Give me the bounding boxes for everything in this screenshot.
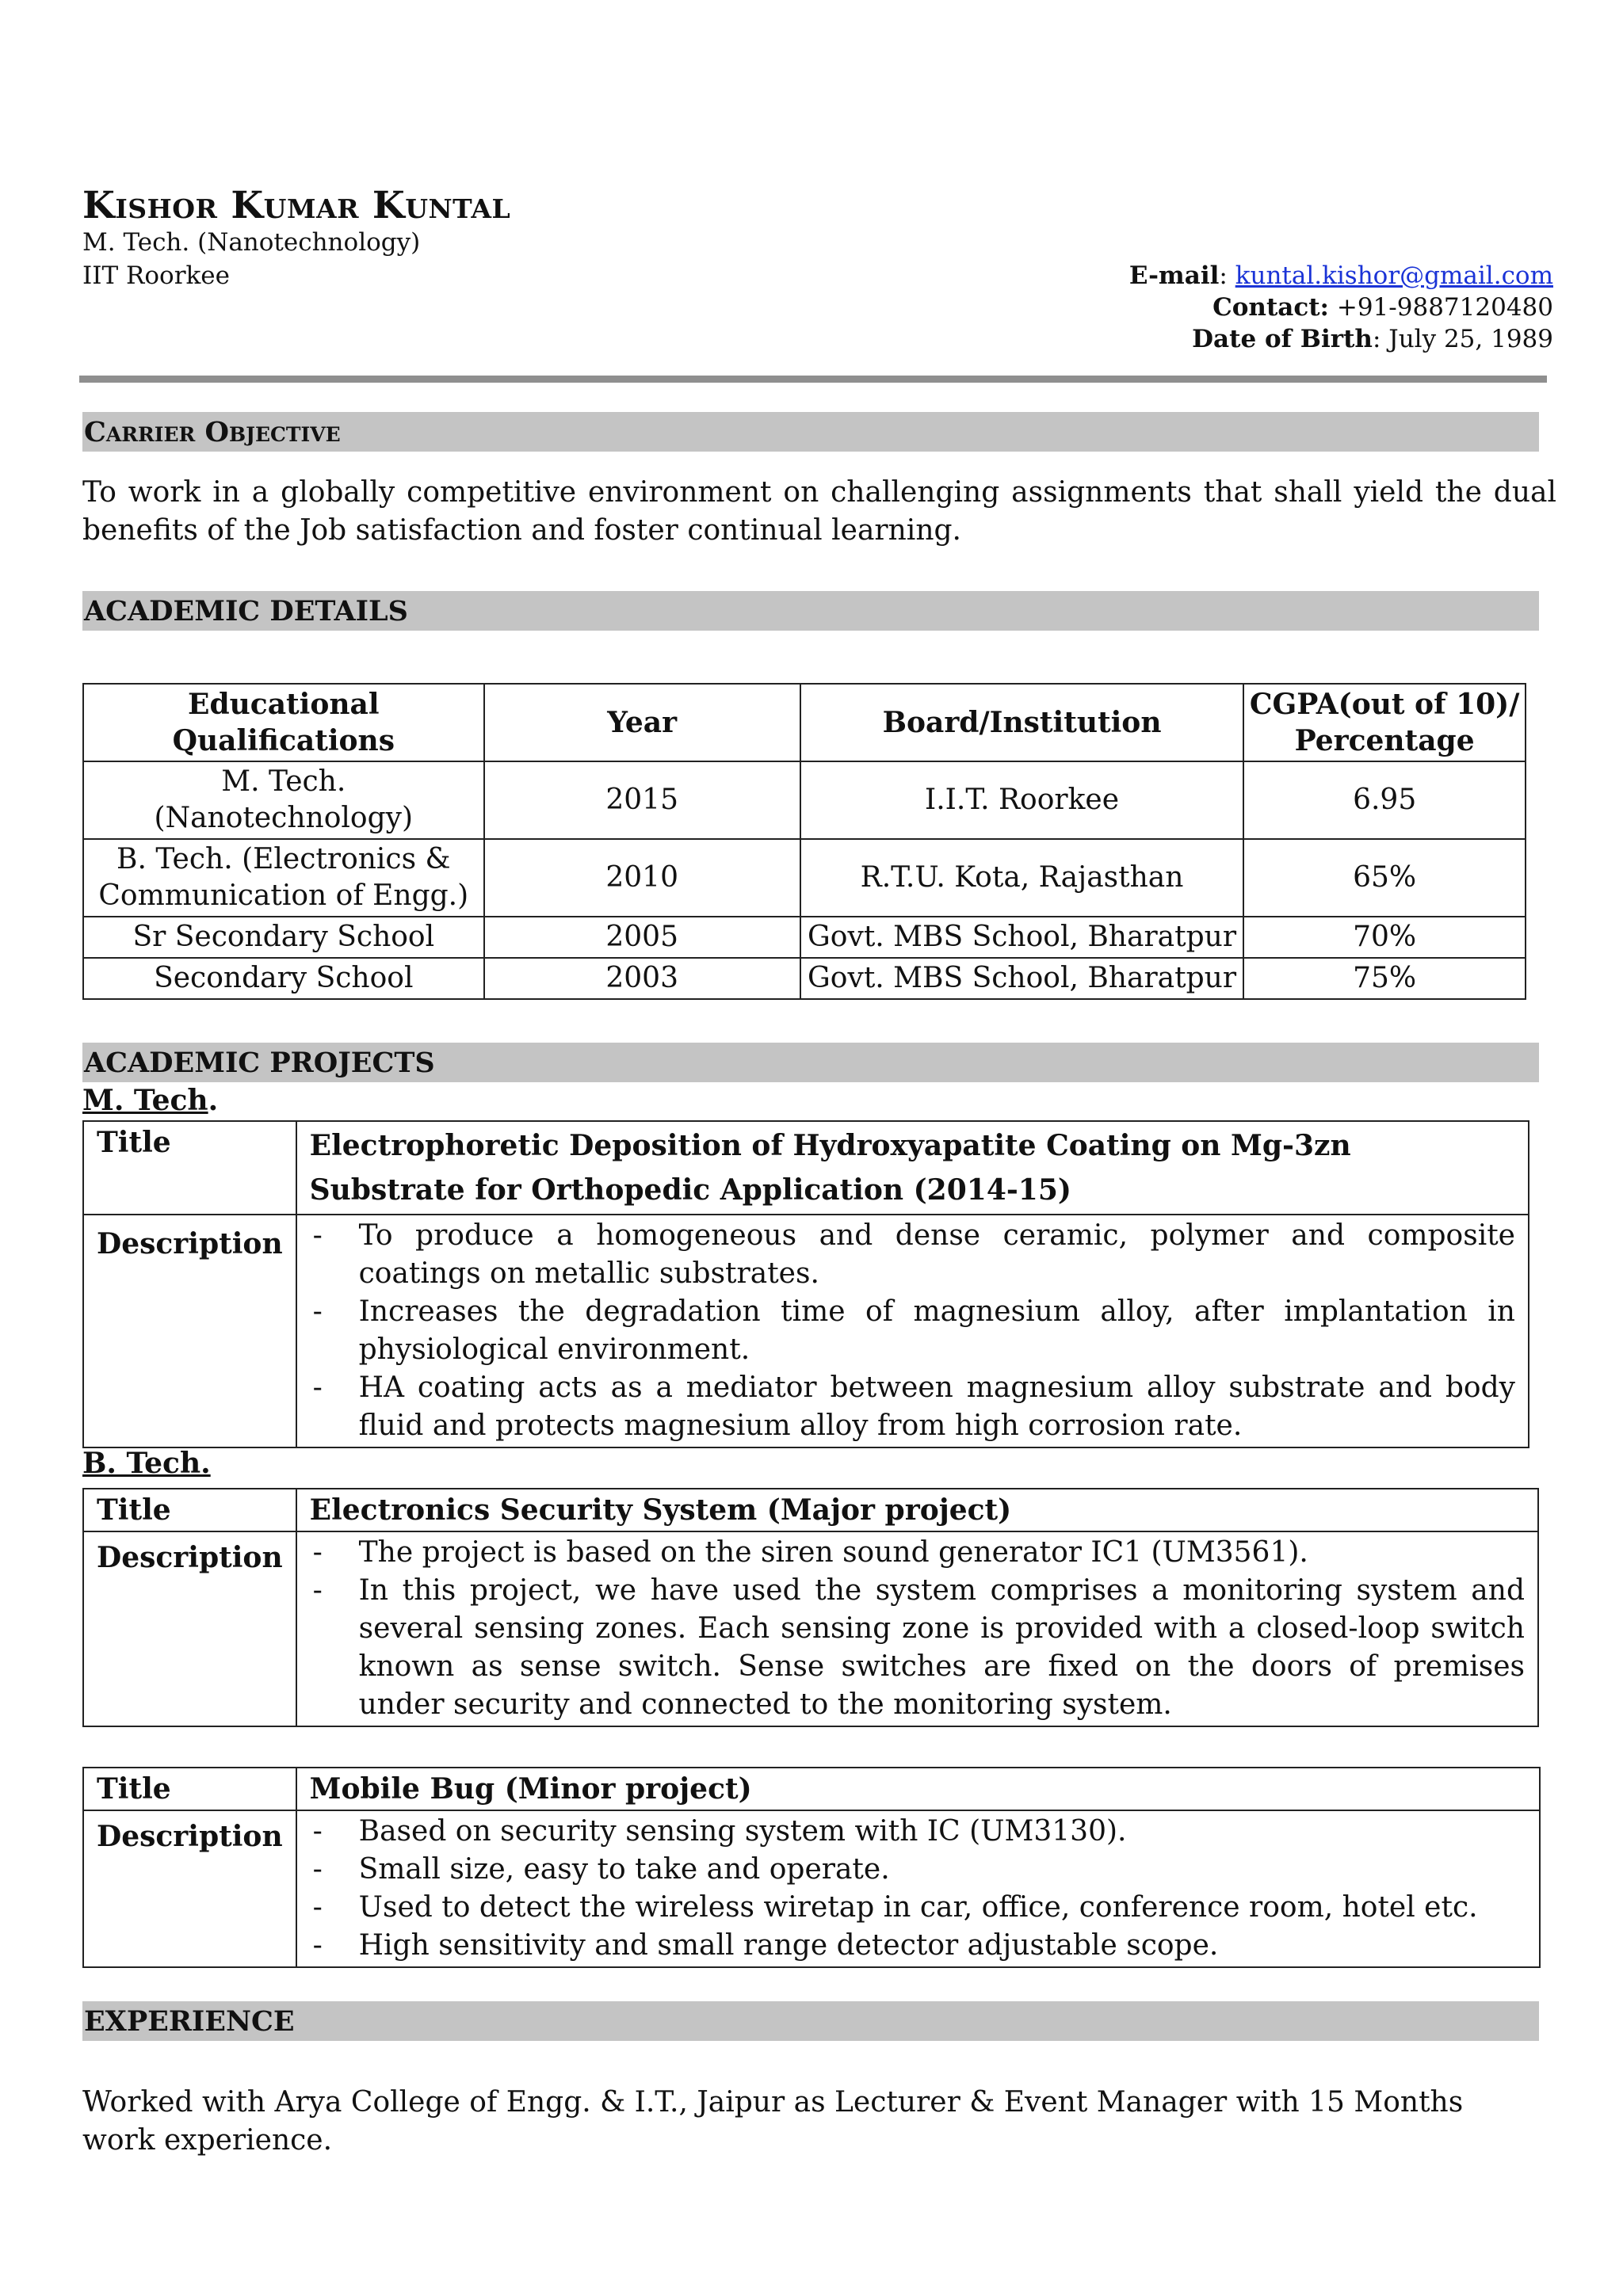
- title-label: Title: [83, 1768, 296, 1810]
- experience-text: Worked with Arya College of Engg. & I.T., Jaipur as Lecturer & Event Manager with 15 Months work experience.: [82, 2086, 1464, 2157]
- objective-text: To work in a globally competitive environment on challenging assignments that shall yield the dual benefits of the Job satisfaction and foster continual learning.: [82, 476, 1556, 547]
- col-score: CGPA(out of 10)/ Percentage: [1243, 684, 1526, 761]
- col-board: Board/Institution: [800, 684, 1243, 761]
- header-divider: [79, 376, 1547, 383]
- project-desc-row: [83, 1531, 1538, 1726]
- cell-score: 70%: [1243, 917, 1526, 958]
- btech-subheading: B. Tech.: [82, 1447, 211, 1480]
- list-item: - In this project, we have used the system comprises a monitoring system and several sensing zones. Each sensing zone is provided with a closed-loop switch known as sense switch. Sense switches are fixed on the doors of premises under security and connected to the monitoring system.: [312, 1574, 1525, 1721]
- project-title: Electrophoretic Deposition of Hydroxyapatite Coating on Mg-3zn Substrate for Orthopedic Application (2014-15): [296, 1121, 1529, 1215]
- btech-major-project-table: [82, 1488, 1539, 1727]
- cell-board: Govt. MBS School, Bharatpur: [800, 917, 1243, 958]
- cell-qualification: B. Tech. (Electronics & Communication of Engg.): [83, 839, 484, 917]
- project-title: Electronics Security System (Major project): [296, 1489, 1538, 1531]
- academic-header-row: [83, 684, 1526, 761]
- cell-score: 75%: [1243, 958, 1526, 999]
- contact-label: Contact:: [1212, 293, 1329, 322]
- experience-heading: EXPERIENCE: [82, 2001, 1539, 2041]
- mtech-project-table: [82, 1120, 1529, 1448]
- project-description: [296, 1531, 1538, 1726]
- projects-heading: ACADEMIC PROJECTS: [82, 1043, 1539, 1082]
- degree: M. Tech. (Nanotechnology): [82, 228, 421, 257]
- cell-qualification: Sr Secondary School: [83, 917, 484, 958]
- cell-board: I.I.T. Roorkee: [800, 761, 1243, 839]
- email-line: E-mail: kuntal.kishor@gmail.com: [1128, 261, 1553, 290]
- email-label: E-mail: [1128, 261, 1220, 290]
- list-item: - Increases the degradation time of magnesium alloy, after implantation in physiological environment.: [312, 1295, 1515, 1366]
- cell-year: 2010: [484, 839, 800, 917]
- candidate-name: Kishor Kumar Kuntal: [82, 184, 511, 227]
- description-label: Description: [83, 1531, 296, 1726]
- list-item: - High sensitivity and small range detector adjustable scope.: [312, 1929, 1219, 1962]
- project-title: Mobile Bug (Minor project): [296, 1768, 1540, 1810]
- objective-heading: Carrier Objective: [82, 412, 1539, 452]
- description-label: Description: [83, 1810, 296, 1967]
- cell-year: 2015: [484, 761, 800, 839]
- contact-number: +91-9887120480: [1336, 293, 1553, 322]
- project-description: [296, 1215, 1529, 1447]
- description-label: Description: [83, 1215, 296, 1447]
- list-item: - Used to detect the wireless wiretap in car, office, conference room, hotel etc.: [312, 1891, 1478, 1924]
- project-description: [296, 1810, 1540, 1967]
- project-title-row: [83, 1121, 1529, 1215]
- cell-score: 65%: [1243, 839, 1526, 917]
- mtech-label: M. Tech: [82, 1084, 208, 1117]
- cell-qualification: Secondary School: [83, 958, 484, 999]
- academic-table: [82, 683, 1526, 1000]
- dob-label: Date of Birth: [1192, 325, 1373, 353]
- project-title-row: [83, 1768, 1540, 1810]
- contact-line: [1212, 293, 1553, 322]
- col-year: Year: [484, 684, 800, 761]
- institute: IIT Roorkee: [82, 261, 230, 290]
- cell-score: 6.95: [1243, 761, 1526, 839]
- cell-year: 2003: [484, 958, 800, 999]
- cell-qualification: M. Tech. (Nanotechnology): [83, 761, 484, 839]
- list-item: - HA coating acts as a mediator between magnesium alloy substrate and body fluid and protects magnesium alloy from high corrosion rate.: [312, 1371, 1515, 1442]
- project-desc-row: [83, 1810, 1540, 1967]
- dob-line: Date of Birth: July 25, 1989: [1192, 325, 1553, 353]
- cell-board: R.T.U. Kota, Rajasthan: [800, 839, 1243, 917]
- mtech-subheading: M. Tech.: [82, 1084, 219, 1117]
- title-label: Title: [83, 1121, 296, 1215]
- project-title-row: [83, 1489, 1538, 1531]
- list-item: - The project is based on the siren sound generator IC1 (UM3561).: [312, 1536, 1308, 1569]
- academic-heading: ACADEMIC DETAILS: [82, 591, 1539, 631]
- list-item: - Based on security sensing system with IC (UM3130).: [312, 1815, 1127, 1848]
- email-link[interactable]: kuntal.kishor@gmail.com: [1235, 261, 1553, 290]
- table-row: [83, 761, 1526, 839]
- list-item: - Small size, easy to take and operate.: [312, 1853, 890, 1886]
- cell-board: Govt. MBS School, Bharatpur: [800, 958, 1243, 999]
- table-row: [83, 839, 1526, 917]
- cell-year: 2005: [484, 917, 800, 958]
- table-row: [83, 958, 1526, 999]
- dob-value: July 25, 1989: [1388, 325, 1553, 353]
- project-desc-row: [83, 1215, 1529, 1447]
- list-item: - To produce a homogeneous and dense ceramic, polymer and composite coatings on metallic substrates.: [312, 1219, 1515, 1290]
- table-row: [83, 917, 1526, 958]
- col-qualification: Educational Qualifications: [83, 684, 484, 761]
- title-label: Title: [83, 1489, 296, 1531]
- btech-minor-project-table: [82, 1767, 1541, 1968]
